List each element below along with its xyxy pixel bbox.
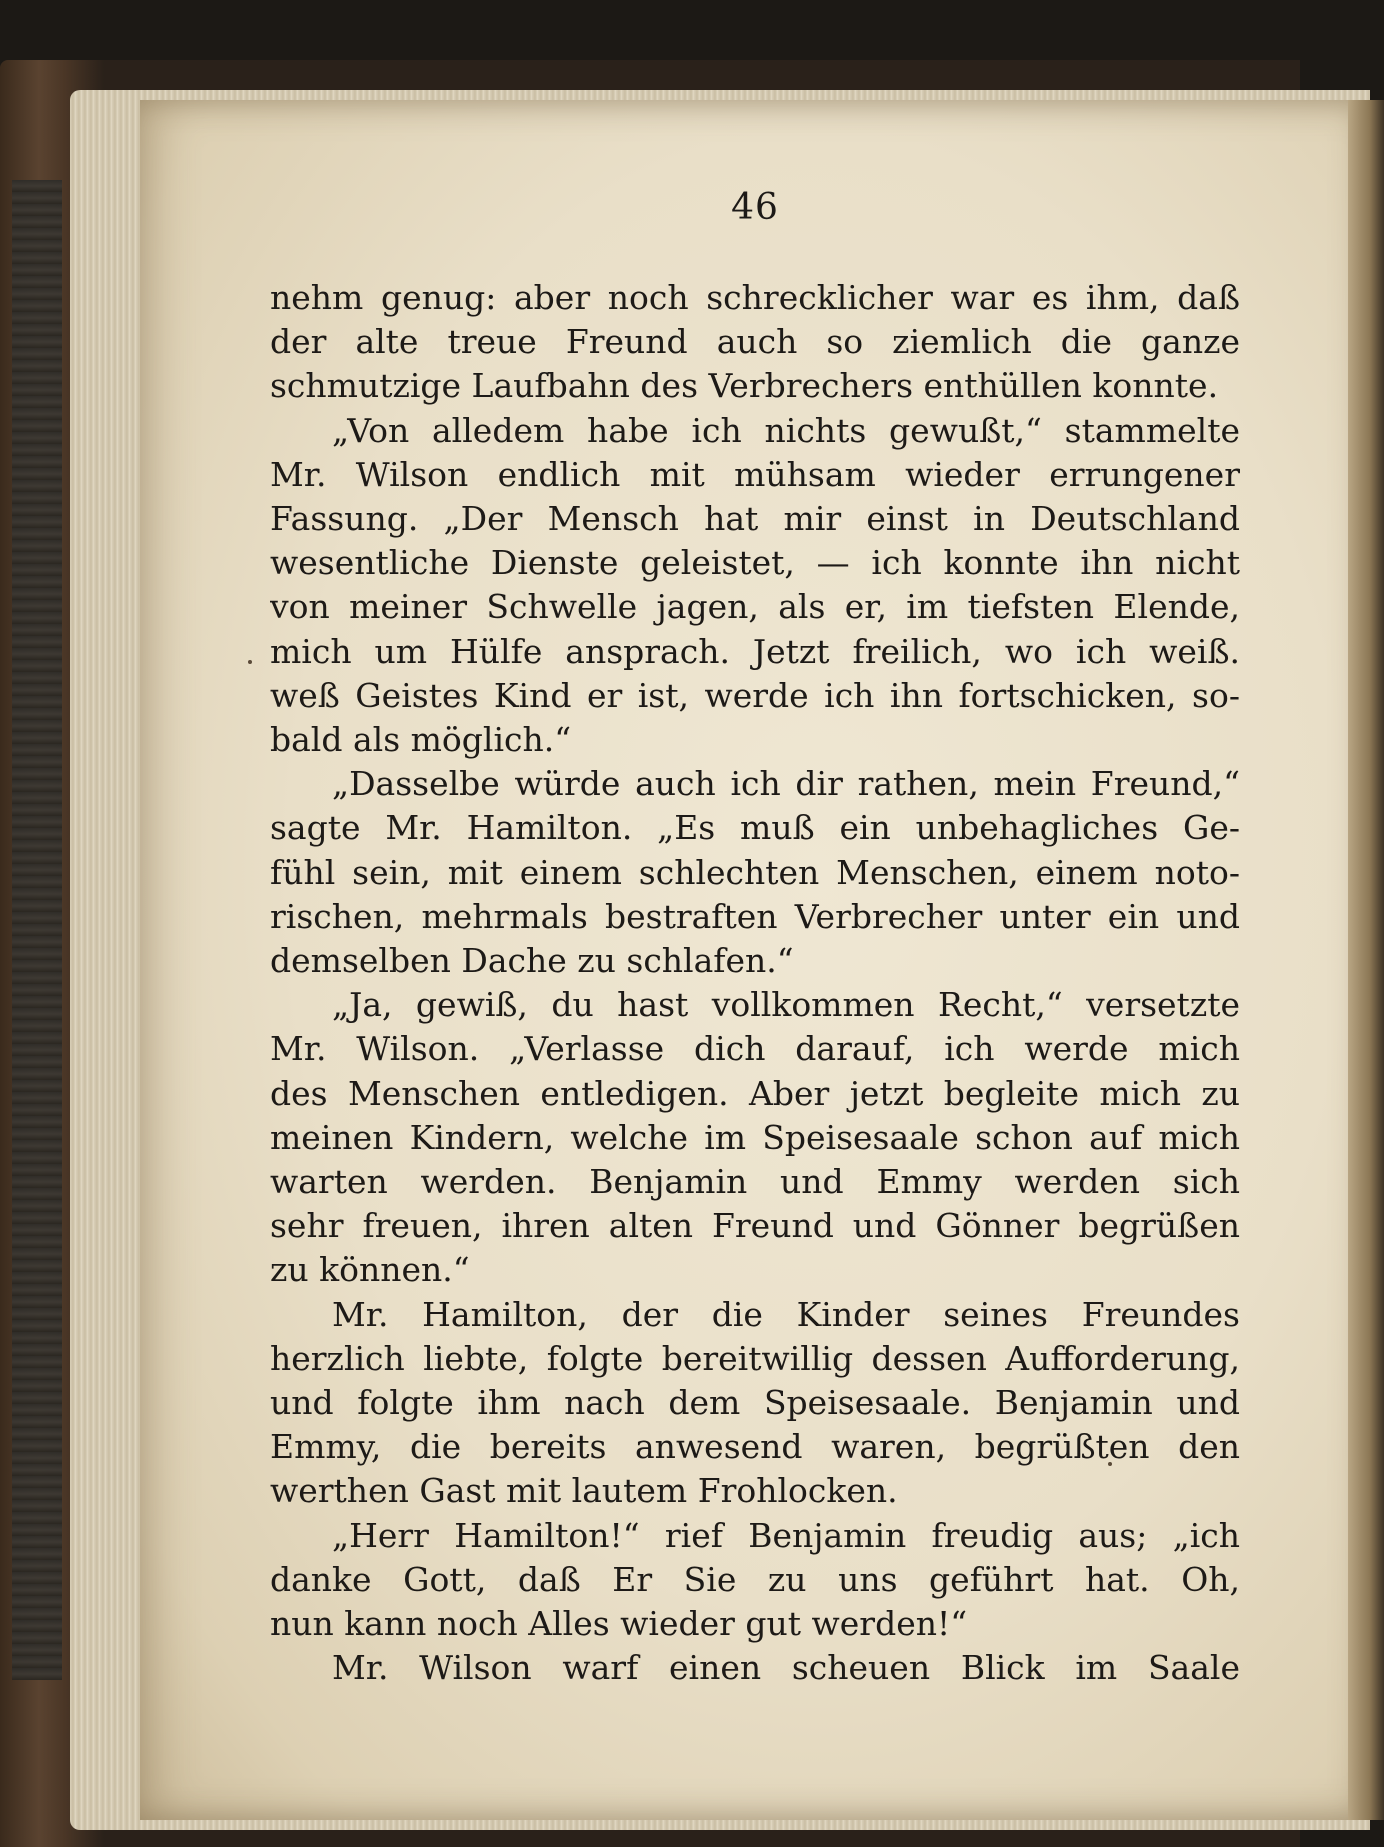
- text-line: fühl sein, mit einem schlechten Menschen, einem noto-: [270, 852, 1240, 892]
- text-line: weß Geistes Kind er ist, werde ich ihn fortschicken, so-: [270, 675, 1240, 715]
- text-line: Mr. Wilson endlich mit mühsam wieder errungener: [270, 454, 1240, 494]
- page-content: [270, 188, 1240, 1691]
- page-number: 46: [731, 187, 779, 228]
- text-line: danke Gott, daß Er Sie zu uns geführt hat. Oh,: [270, 1559, 1240, 1599]
- text-line: Emmy, die bereits anwesend waren, begrüßten den: [270, 1427, 1240, 1467]
- text-line: nehm genug: aber noch schrecklicher war es ihm, daß: [270, 278, 1240, 317]
- text-line: Mr. Wilson. „Verlasse dich darauf, ich werde mich: [270, 1029, 1240, 1069]
- text-line: demselben Dache zu schlafen.“: [270, 941, 794, 981]
- text-line: sagte Mr. Hamilton. „Es muß ein unbehagliches Ge-: [270, 808, 1240, 848]
- text-line: zu können.“: [270, 1250, 470, 1290]
- text-line: rischen, mehrmals bestraften Verbrecher unter ein und: [270, 896, 1240, 936]
- text-line: „Von alledem habe ich nichts gewußt,“ stammelte: [332, 410, 1240, 450]
- text-line: „Dasselbe würde auch ich dir rathen, mein Freund,“: [332, 764, 1240, 804]
- text-line: sehr freuen, ihren alten Freund und Gönner begrüßen: [270, 1206, 1240, 1246]
- text-line: nun kann noch Alles wieder gut werden!“: [270, 1604, 968, 1644]
- text-line: werthen Gast mit lautem Frohlocken.: [270, 1471, 898, 1511]
- text-line: schmutzige Laufbahn des Verbrechers enthüllen konnte.: [270, 366, 1219, 406]
- text-line: Mr. Wilson warf einen scheuen Blick im Saale: [332, 1648, 1240, 1688]
- text-line: bald als möglich.“: [270, 720, 572, 760]
- paper-speck: [248, 660, 252, 664]
- text-line: meinen Kindern, welche im Speisesaale schon auf mich: [270, 1117, 1240, 1157]
- text-line: von meiner Schwelle jagen, als er, im tiefsten Elende,: [270, 587, 1240, 627]
- cover-cloth-texture: [12, 180, 62, 1680]
- text-line: Fassung. „Der Mensch hat mir einst in Deutschland: [270, 499, 1240, 539]
- text-line: der alte treue Freund auch so ziemlich die ganze: [270, 322, 1240, 362]
- text-line: „Herr Hamilton!“ rief Benjamin freudig aus; „ich: [332, 1515, 1240, 1555]
- text-line: mich um Hülfe ansprach. Jetzt freilich, wo ich weiß.: [270, 631, 1240, 671]
- text-body: [270, 276, 1240, 1691]
- text-line: und folgte ihm nach dem Speisesaale. Benjamin und: [270, 1383, 1240, 1423]
- text-line: warten werden. Benjamin und Emmy werden sich: [270, 1162, 1240, 1202]
- text-line: herzlich liebte, folgte bereitwillig dessen Aufforderung,: [270, 1338, 1240, 1378]
- page-gutter-shadow: [1348, 100, 1384, 1820]
- text-line: Mr. Hamilton, der die Kinder seines Freundes: [332, 1294, 1240, 1334]
- text-line: des Menschen entledigen. Aber jetzt begleite mich zu: [270, 1073, 1240, 1113]
- text-line: wesentliche Dienste geleistet, — ich konnte ihn nicht: [270, 543, 1240, 583]
- text-line: „Ja, gewiß, du hast vollkommen Recht,“ versetzte: [332, 985, 1240, 1025]
